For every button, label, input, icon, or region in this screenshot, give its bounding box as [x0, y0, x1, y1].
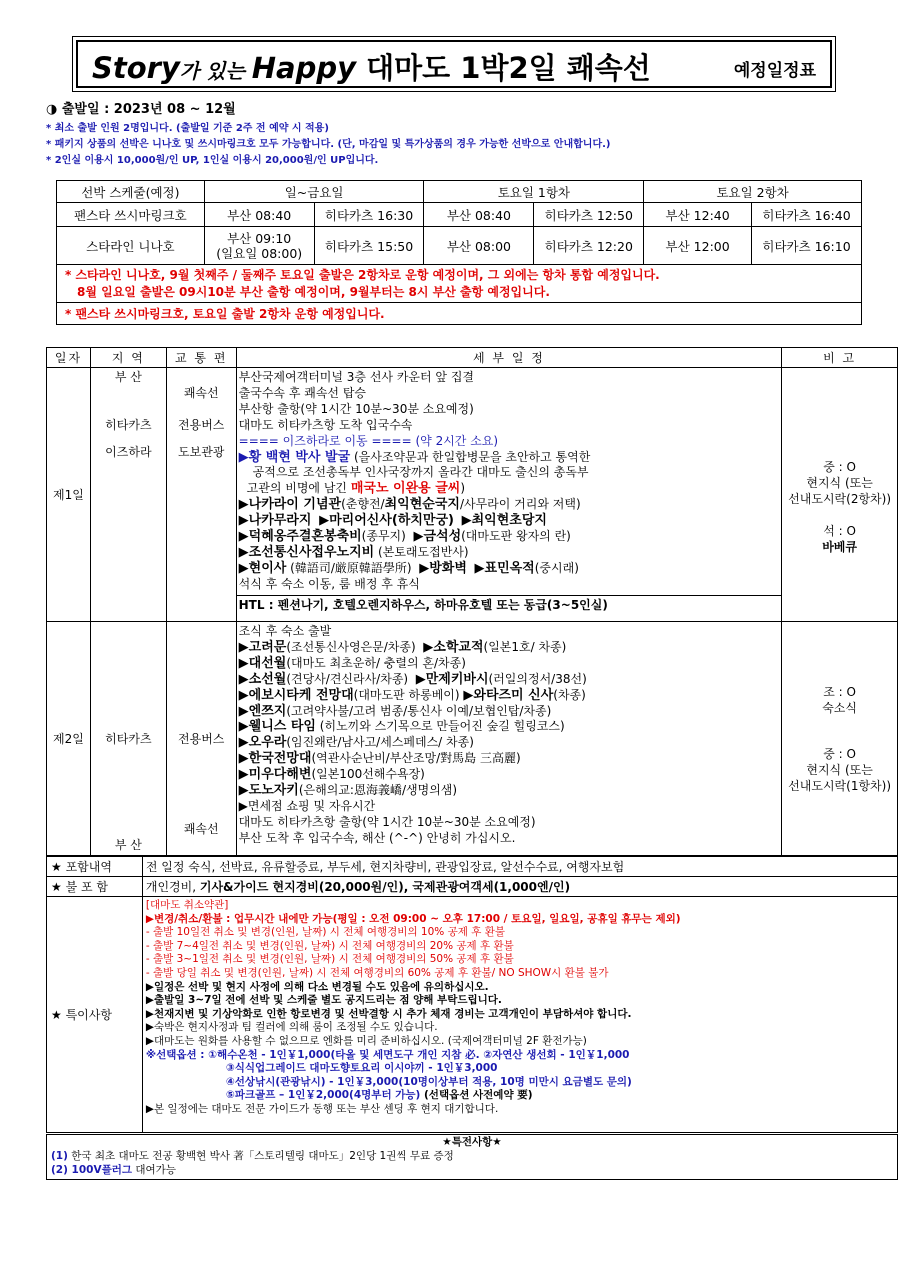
day1-details: 부산국제여객터미널 3층 선사 카운터 앞 집결 출국수속 후 쾌속선 탑승 부산항 출항(약 1시간 10분~30분 소요예정) 대마도 히타카츠항 도착 입국수속 ==== 이즈하라로 이동 ==== (약 2시간 소요) ▶황 백현 박사 발굴 (을사조약문과 한일합병문을 초안하고 통역한 공적으로 조선총독부 인사국장까지 올라간 대마도 출신의 총독부 고관의 비명에 남긴 매국노 이완용 글씨) ▶나카라이 기념관(춘향전/최익현순국지/사무라이 거리와 저택) ▶나카무라지 ▶마리어신사(하치만궁) ▶최익현초당지 ▶덕혜옹주결혼봉축비(종무지) ▶금석성(대마도판 왕자의 란) ▶조선통신사접우노지비 (본토래도접반사) ▶현이사 (韓語司/厳原韓語學所) ▶방화벽 ▶표민옥적(중시래) 석식 후 숙소 이동, 룸 배정 후 휴식 HTL : 펜션나기, 호텔오렌지하우스, 하마유호텔 또는 동급(3~5인실) — [236, 368, 782, 622]
day2-label: 제2일 — [47, 622, 91, 856]
itinerary-header: 일자 — [47, 348, 91, 368]
day1-regions: 부 산 히타카츠 이즈하라 — [90, 368, 166, 622]
main-title: Story가 있는 Happy 대마도 1박2일 쾌속선 — [92, 51, 651, 85]
benefits-box — [46, 1134, 898, 1180]
title-box — [76, 40, 832, 88]
day1-transport: 쾌속선 전용버스 도보관광 — [166, 368, 236, 622]
day2-regions: 히타카츠 부 산 — [90, 622, 166, 856]
note-min-people: * 최소 출발 인원 2명입니다. (출발일 기준 2주 전 예약 시 적용) — [46, 123, 329, 134]
schedule-cell: 부산 08:00 — [424, 227, 534, 265]
excluded-label: ★ 불 포 함 — [47, 877, 143, 897]
schedule-cell: 히타카츠 12:20 — [534, 227, 644, 265]
included-label: ★ 포함내역 — [47, 857, 143, 877]
note-ships: * 패키지 상품의 선박은 니나호 및 쓰시마링크호 모두 가능합니다. (단, 마감일 및 특가상품의 경우 가능한 선박으로 안내합니다.) — [46, 139, 611, 150]
schedule-cell: 히타카츠 16:30 — [314, 203, 424, 227]
schedule-remark-panstar: * 팬스타 쓰시마링크호, 토요일 출발 2항차 운항 예정입니다. — [57, 303, 862, 325]
day2-details: 조식 후 숙소 출발 ▶고려문(조선통신사영은문/차종) ▶소학교적(일본1호/ 차종) ▶대선월(대마도 최초운하/ 충렬의 혼/차종) ▶소선월(견당사/견신라사/차종) ▶만제키바시(러일의정서/38선) ▶에보시타케 전망대(대마도판 하롱베이) ▶와타즈미 신사(차종) ▶엔쯔지(고려약사불/고려 범종/통신사 이예/보협인탑/차종) ▶웰니스 타임 (히노끼와 스기목으로 만들어진 숲길 힐링코스) ▶오우라(임진왜란/남사고/세스페데스/ 차종) ▶한국전망대(역관사순난비/부산조망/對馬島 三高麗) ▶미우다해변(일본100선해수욕장) ▶도노자키(은해의교:恩海義嶠/생명의샘) ▶면세점 쇼핑 및 자유시간 대마도 히타카츠항 출항(약 1시간 10분~30분 소요예정) 부산 도착 후 입국수속, 해산 (^-^) 안녕히 가십시오. — [236, 622, 782, 856]
schedule-cell: 히타카츠 16:10 — [752, 227, 862, 265]
day1-label: 제1일 — [47, 368, 91, 622]
day1-remarks: 중 : O 현지식 (또는 선내도시락(2항차)) 석 : O 바베큐 — [782, 368, 898, 622]
benefit-item-2: (2) 100V플러그 대여가능 — [51, 1164, 176, 1176]
sub-title: 예정일정표 — [733, 61, 816, 81]
departure-date: ◑ 출발일 : 2023년 08 ~ 12월 — [46, 102, 236, 117]
itinerary-header: 세 부 일 정 — [236, 348, 782, 368]
schedule-cell: 부산 08:40 — [204, 203, 314, 227]
schedule-cell: 팬스타 쓰시마링크호 — [57, 203, 205, 227]
schedule-cell: 부산 08:40 — [424, 203, 534, 227]
schedule-header: 일~금요일 — [204, 181, 424, 203]
schedule-header: 토요일 2항차 — [644, 181, 862, 203]
schedule-header: 토요일 1항차 — [424, 181, 644, 203]
included-text: 전 일정 숙식, 선박료, 유류할증료, 부두세, 현지차량비, 관광입장료, 알선수수료, 여행자보험 — [142, 857, 897, 877]
itinerary-header: 교 통 편 — [166, 348, 236, 368]
special-label: ★ 특이사항 — [47, 897, 143, 1133]
day1-hotel: HTL : 펜션나기, 호텔오렌지하우스, 하마유호텔 또는 동급(3~5인실) — [237, 595, 782, 614]
benefits-title: ★특전사항★ — [442, 1136, 502, 1148]
itinerary-header: 지 역 — [90, 348, 166, 368]
schedule-cell: 부산 12:40 — [644, 203, 752, 227]
schedule-header: 선박 스케줄(예정) — [57, 181, 205, 203]
schedule-cell: 히타카츠 16:40 — [752, 203, 862, 227]
itinerary-table — [46, 347, 898, 856]
day2-remarks: 조 : O 숙소식 중 : O 현지식 (또는 선내도시락(1항차)) — [782, 622, 898, 856]
schedule-cell: 히타카츠 15:50 — [314, 227, 424, 265]
day2-transport: 전용버스 쾌속선 — [166, 622, 236, 856]
special-notes: [대마도 취소약관] ▶변경/취소/환불 : 업무시간 내에만 가능(평일 : 오전 09:00 ~ 오후 17:00 / 토요일, 일요일, 공휴일 휴무는 제외) - 출발 10일전 취소 및 변경(인원, 날짜) 시 전체 여행경비의 10% 공제 후 환불 - 출발 7~4일전 취소 및 변경(인원, 날짜) 시 전체 여행경비의 20% 공제 후 환불 - 출발 3~1일전 취소 및 변경(인원, 날짜) 시 전체 여행경비의 50% 공제 후 환불 - 출발 당일 취소 및 변경(인원, 날짜) 시 전체 여행경비의 60% 공제 후 환불/ NO SHOW시 환불 불가 ▶일정은 선박 및 현지 사정에 의해 다소 변경될 수도 있음에 유의하십시오. ▶출발일 3~7일 전에 선박 및 스케줄 별도 공지드리는 점 양해 부탁드립니다. ▶천재지변 및 기상악화로 인한 항로변경 및 선박결항 시 추가 체재 경비는 고객개인이 부담하셔야 합니다. ▶숙박은 현지사정과 팀 컬러에 의해 룸이 조정될 수도 있습니다. ▶대마도는 원화를 사용할 수 없으므로 엔화를 미리 준비하십시오. (국제여객터미널 2F 환전가능) ※선택옵션 : ①해수온천 - 1인￥1,000(타올 및 세면도구 개인 지참 必. ②자연산 생선회 - 1인￥1,000 ③식식업그레이드 대마도향토요리 이시야끼 - 1인￥3,000 ④선상낚시(관광낚시) - 1인￥3,000(10명이상부터 적용, 10명 미만시 요금별도 문의) ⑤파크골프 – 1인￥2,000(4명부터 가능) (선택옵션 사전예약 要) ▶본 일정에는 대마도 전문 가이드가 동행 또는 부산 센딩 후 현지 대기합니다. — [142, 897, 897, 1133]
note-room-upgrade: * 2인실 이용시 10,000원/인 UP, 1인실 이용시 20,000원/인 UP입니다. — [46, 155, 379, 166]
schedule-cell: 부산 09:10 (일요일 08:00) — [204, 227, 314, 265]
ship-schedule-table — [56, 180, 862, 325]
schedule-cell: 스타라인 니나호 — [57, 227, 205, 265]
schedule-remark-ninaho: * 스타라인 니나호, 9월 첫째주 / 둘째주 토요일 출발은 2항차로 운항 예정이며, 그 외에는 항차 통합 예정입니다. 8월 일요일 출발은 09시10분 부산 출항 예정이며, 9월부터는 8시 부산 출항 예정입니다. — [57, 265, 862, 303]
itinerary-header: 비 고 — [782, 348, 898, 368]
schedule-cell: 부산 12:00 — [644, 227, 752, 265]
excluded-text: 개인경비, 기사&가이드 현지경비(20,000원/인), 국제관광여객세(1,000엔/인) — [142, 877, 897, 897]
benefit-item-1: (1) 한국 최초 대마도 전공 황백현 박사 著「스토리텔링 대마도」2인당 1권씩 무료 증정 — [51, 1150, 454, 1162]
schedule-cell: 히타카츠 12:50 — [534, 203, 644, 227]
info-table — [46, 856, 898, 1133]
